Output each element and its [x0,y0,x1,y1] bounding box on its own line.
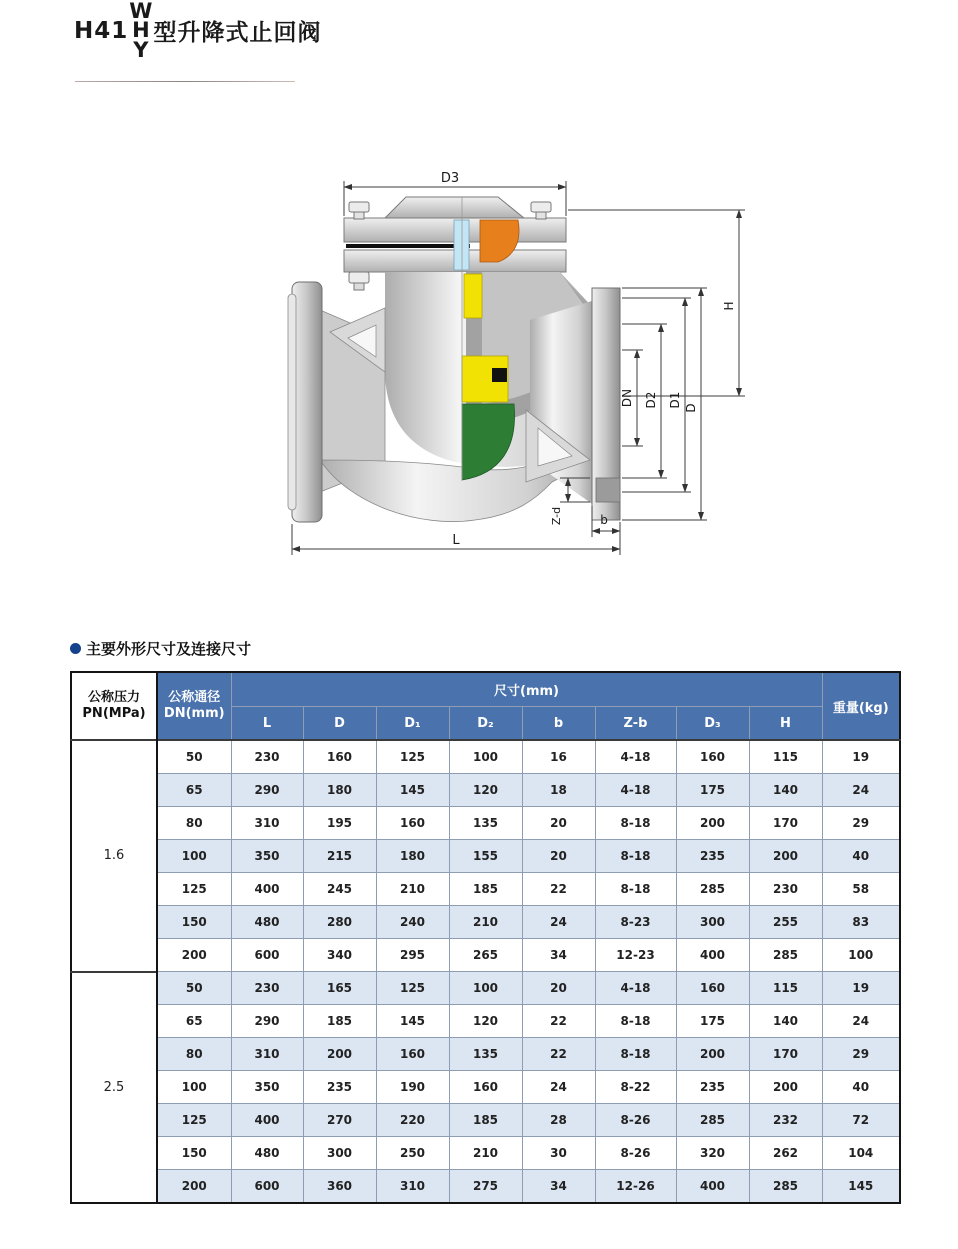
dim-cell: 8-26 [595,1104,676,1137]
dim-cell: 280 [303,906,376,939]
dim-label-d3: D3 [440,171,460,186]
dim-cell: 22 [522,1005,595,1038]
dim-cell: 165 [303,972,376,1005]
table-row [71,1005,900,1038]
inlet-flange [292,282,322,522]
dim-cell: 28 [522,1104,595,1137]
dim-label-d2: D2 [644,391,658,409]
dn-cell: 100 [157,840,231,873]
bonnet-gasket [346,244,470,248]
dim-cell: 310 [231,807,303,840]
dim-cell: 20 [522,840,595,873]
title-variant-y: Y [133,37,149,62]
dim-cell: 24 [522,906,595,939]
dim-cell: 34 [522,1170,595,1204]
dim-cell: 40 [822,1071,900,1104]
dim-cell: 160 [303,740,376,774]
dim-cell: 230 [231,972,303,1005]
dim-cell: 19 [822,972,900,1005]
dim-cell: 230 [749,873,822,906]
dn-cell: 150 [157,1137,231,1170]
dim-cell: 115 [749,972,822,1005]
dims-tbody [71,740,900,1203]
title-underline [75,81,295,82]
table-row [71,1170,900,1204]
dim-cell: 295 [376,939,449,972]
dn-cell: 150 [157,906,231,939]
dim-cell: 16 [522,740,595,774]
header-dn-line1: 公称通径 [168,689,221,705]
dim-cell: 220 [376,1104,449,1137]
dim-cell: 200 [749,840,822,873]
dn-cell: 125 [157,1104,231,1137]
dim-label-dn: DN [620,388,634,408]
dim-cell: 4-18 [595,740,676,774]
dim-cell: 310 [231,1038,303,1071]
dim-cell: 20 [522,972,595,1005]
dim-cell: 140 [749,774,822,807]
dim-cell: 350 [231,1071,303,1104]
dim-cell: 8-22 [595,1071,676,1104]
table-row [71,1137,900,1170]
outlet-flange-bolt-hole [596,478,620,502]
table-row [71,1071,900,1104]
dim-cell: 232 [749,1104,822,1137]
dim-cell: 145 [376,774,449,807]
dim-cell: 245 [303,873,376,906]
dim-cell: 180 [376,840,449,873]
dim-label-h: H [722,301,736,311]
dim-cell: 29 [822,1038,900,1071]
dim-cell: 250 [376,1137,449,1170]
table-row [71,972,900,1005]
dimensions-table [70,671,901,1204]
dim-cell: 24 [822,774,900,807]
dim-cell: 8-18 [595,1005,676,1038]
dim-cell: 22 [522,1038,595,1071]
dim-cell: 340 [303,939,376,972]
dim-cell: 285 [676,873,749,906]
dim-cell: 125 [376,740,449,774]
table-row [71,906,900,939]
header-D1: D₁ [376,707,449,741]
dim-cell: 270 [303,1104,376,1137]
dim-cell: 24 [522,1071,595,1104]
dim-cell: 29 [822,807,900,840]
page-title [74,2,321,60]
table-row [71,774,900,807]
dim-cell: 8-18 [595,807,676,840]
dim-cell: 20 [522,807,595,840]
header-size-group: 尺寸(mm) [231,672,822,707]
dim-cell: 160 [449,1071,522,1104]
dim-cell: 290 [231,1005,303,1038]
dim-cell: 290 [231,774,303,807]
dim-label-d: D [684,403,698,413]
dim-label-zd: Z-d [550,506,563,526]
header-Zb: Z-b [595,707,676,741]
dim-cell: 170 [749,807,822,840]
header-pressure-line2: PN(MPa) [82,706,146,721]
dim-cell: 100 [449,740,522,774]
table-row [71,807,900,840]
bolt-bottom-left [349,272,369,290]
header-dn [157,672,231,740]
seat-green [462,404,515,480]
dim-cell: 195 [303,807,376,840]
table-row [71,939,900,972]
header-D2: D₂ [449,707,522,741]
dim-cell: 400 [231,1104,303,1137]
dim-label-d1: D1 [668,391,682,409]
dim-cell: 190 [376,1071,449,1104]
dim-cell: 8-18 [595,840,676,873]
dim-cell: 200 [749,1071,822,1104]
dim-cell: 125 [376,972,449,1005]
dim-cell: 12-26 [595,1170,676,1204]
dim-cell: 140 [749,1005,822,1038]
dim-cell: 262 [749,1137,822,1170]
dim-cell: 8-26 [595,1137,676,1170]
dn-cell: 65 [157,774,231,807]
dim-cell: 240 [376,906,449,939]
dim-cell: 600 [231,939,303,972]
dim-cell: 310 [376,1170,449,1204]
dim-cell: 200 [676,1038,749,1071]
dim-cell: 30 [522,1137,595,1170]
dim-cell: 180 [303,774,376,807]
section-heading [70,638,251,659]
dn-cell: 50 [157,740,231,774]
dim-cell: 215 [303,840,376,873]
title-variant-h: H [132,18,150,43]
dim-cell: 4-18 [595,774,676,807]
title-variant-stack [129,2,152,60]
dim-cell: 600 [231,1170,303,1204]
bolt-top-left [349,202,369,219]
dim-cell: 200 [303,1038,376,1071]
dim-cell: 230 [231,740,303,774]
bonnet-dome [385,197,524,218]
dim-cell: 185 [449,1104,522,1137]
pressure-group-cell: 1.6 [71,740,157,972]
title-valve-name: 型升降式止回阀 [153,20,322,47]
dim-cell: 83 [822,906,900,939]
header-H: H [749,707,822,741]
dim-cell: 185 [449,873,522,906]
bullet-icon [70,643,81,654]
dim-label-b: b [600,513,608,527]
table-row [71,840,900,873]
dim-cell: 12-23 [595,939,676,972]
dim-cell: 360 [303,1170,376,1204]
dn-cell: 50 [157,972,231,1005]
dim-cell: 400 [231,873,303,906]
header-pressure [71,672,157,740]
dim-cell: 285 [749,1170,822,1204]
dim-cell: 350 [231,840,303,873]
disc-seal-black [492,368,507,382]
dim-cell: 22 [522,873,595,906]
dim-cell: 145 [376,1005,449,1038]
dim-cell: 100 [449,972,522,1005]
inlet-flange-face [288,294,296,510]
header-weight: 重量(kg) [822,672,900,740]
dn-cell: 80 [157,1038,231,1071]
dn-cell: 125 [157,873,231,906]
dim-cell: 400 [676,939,749,972]
header-D3: D₃ [676,707,749,741]
dim-cell: 235 [676,1071,749,1104]
dim-cell: 160 [376,807,449,840]
dim-cell: 155 [449,840,522,873]
dim-cell: 72 [822,1104,900,1137]
dim-cell: 120 [449,1005,522,1038]
header-D: D [303,707,376,741]
dim-cell: 135 [449,1038,522,1071]
valve-diagram [230,160,750,572]
dim-cell: 34 [522,939,595,972]
dim-cell: 200 [676,807,749,840]
header-pressure-line1: 公称压力 [87,689,140,705]
dim-cell: 100 [822,939,900,972]
dn-cell: 200 [157,1170,231,1204]
dim-cell: 235 [303,1071,376,1104]
dim-cell: 265 [449,939,522,972]
dim-cell: 120 [449,774,522,807]
header-dn-line2: DN(mm) [163,706,225,721]
section-heading-text: 主要外形尺寸及连接尺寸 [86,640,252,658]
dim-cell: 175 [676,1005,749,1038]
dim-cell: 235 [676,840,749,873]
valve-cross-section-svg [230,160,750,572]
dim-cell: 275 [449,1170,522,1204]
dim-cell: 58 [822,873,900,906]
title-model-prefix: H41 [74,17,129,44]
dn-cell: 65 [157,1005,231,1038]
dim-cell: 145 [822,1170,900,1204]
dim-cell: 255 [749,906,822,939]
dim-cell: 160 [676,740,749,774]
table-row [71,1038,900,1071]
dim-cell: 115 [749,740,822,774]
dim-cell: 40 [822,840,900,873]
dim-cell: 480 [231,1137,303,1170]
dim-cell: 8-18 [595,1038,676,1071]
disc-guide-upper-yellow [464,274,482,318]
table-row [71,740,900,774]
dim-cell: 300 [303,1137,376,1170]
dn-cell: 80 [157,807,231,840]
dim-cell: 160 [376,1038,449,1071]
dim-cell: 185 [303,1005,376,1038]
dim-cell: 135 [449,807,522,840]
table-row [71,873,900,906]
dim-cell: 285 [676,1104,749,1137]
dim-cell: 8-23 [595,906,676,939]
dim-cell: 24 [822,1005,900,1038]
dim-cell: 285 [749,939,822,972]
dim-cell: 320 [676,1137,749,1170]
dim-cell: 480 [231,906,303,939]
dim-cell: 18 [522,774,595,807]
stem-guide-blue [454,220,469,270]
dim-cell: 104 [822,1137,900,1170]
dim-cell: 210 [376,873,449,906]
dn-cell: 100 [157,1071,231,1104]
bolt-top-right [531,202,551,219]
dim-cell: 175 [676,774,749,807]
pressure-group-cell: 2.5 [71,972,157,1204]
dim-cell: 210 [449,906,522,939]
header-b: b [522,707,595,741]
dim-label-l: L [452,533,460,548]
dim-cell: 170 [749,1038,822,1071]
dim-cell: 160 [676,972,749,1005]
dn-cell: 200 [157,939,231,972]
dim-cell: 400 [676,1170,749,1204]
dim-cell: 19 [822,740,900,774]
dim-cell: 300 [676,906,749,939]
dim-cell: 8-18 [595,873,676,906]
dim-cell: 210 [449,1137,522,1170]
dim-cell: 4-18 [595,972,676,1005]
header-L: L [231,707,303,741]
title-variant-w: W [129,0,153,23]
table-row [71,1104,900,1137]
